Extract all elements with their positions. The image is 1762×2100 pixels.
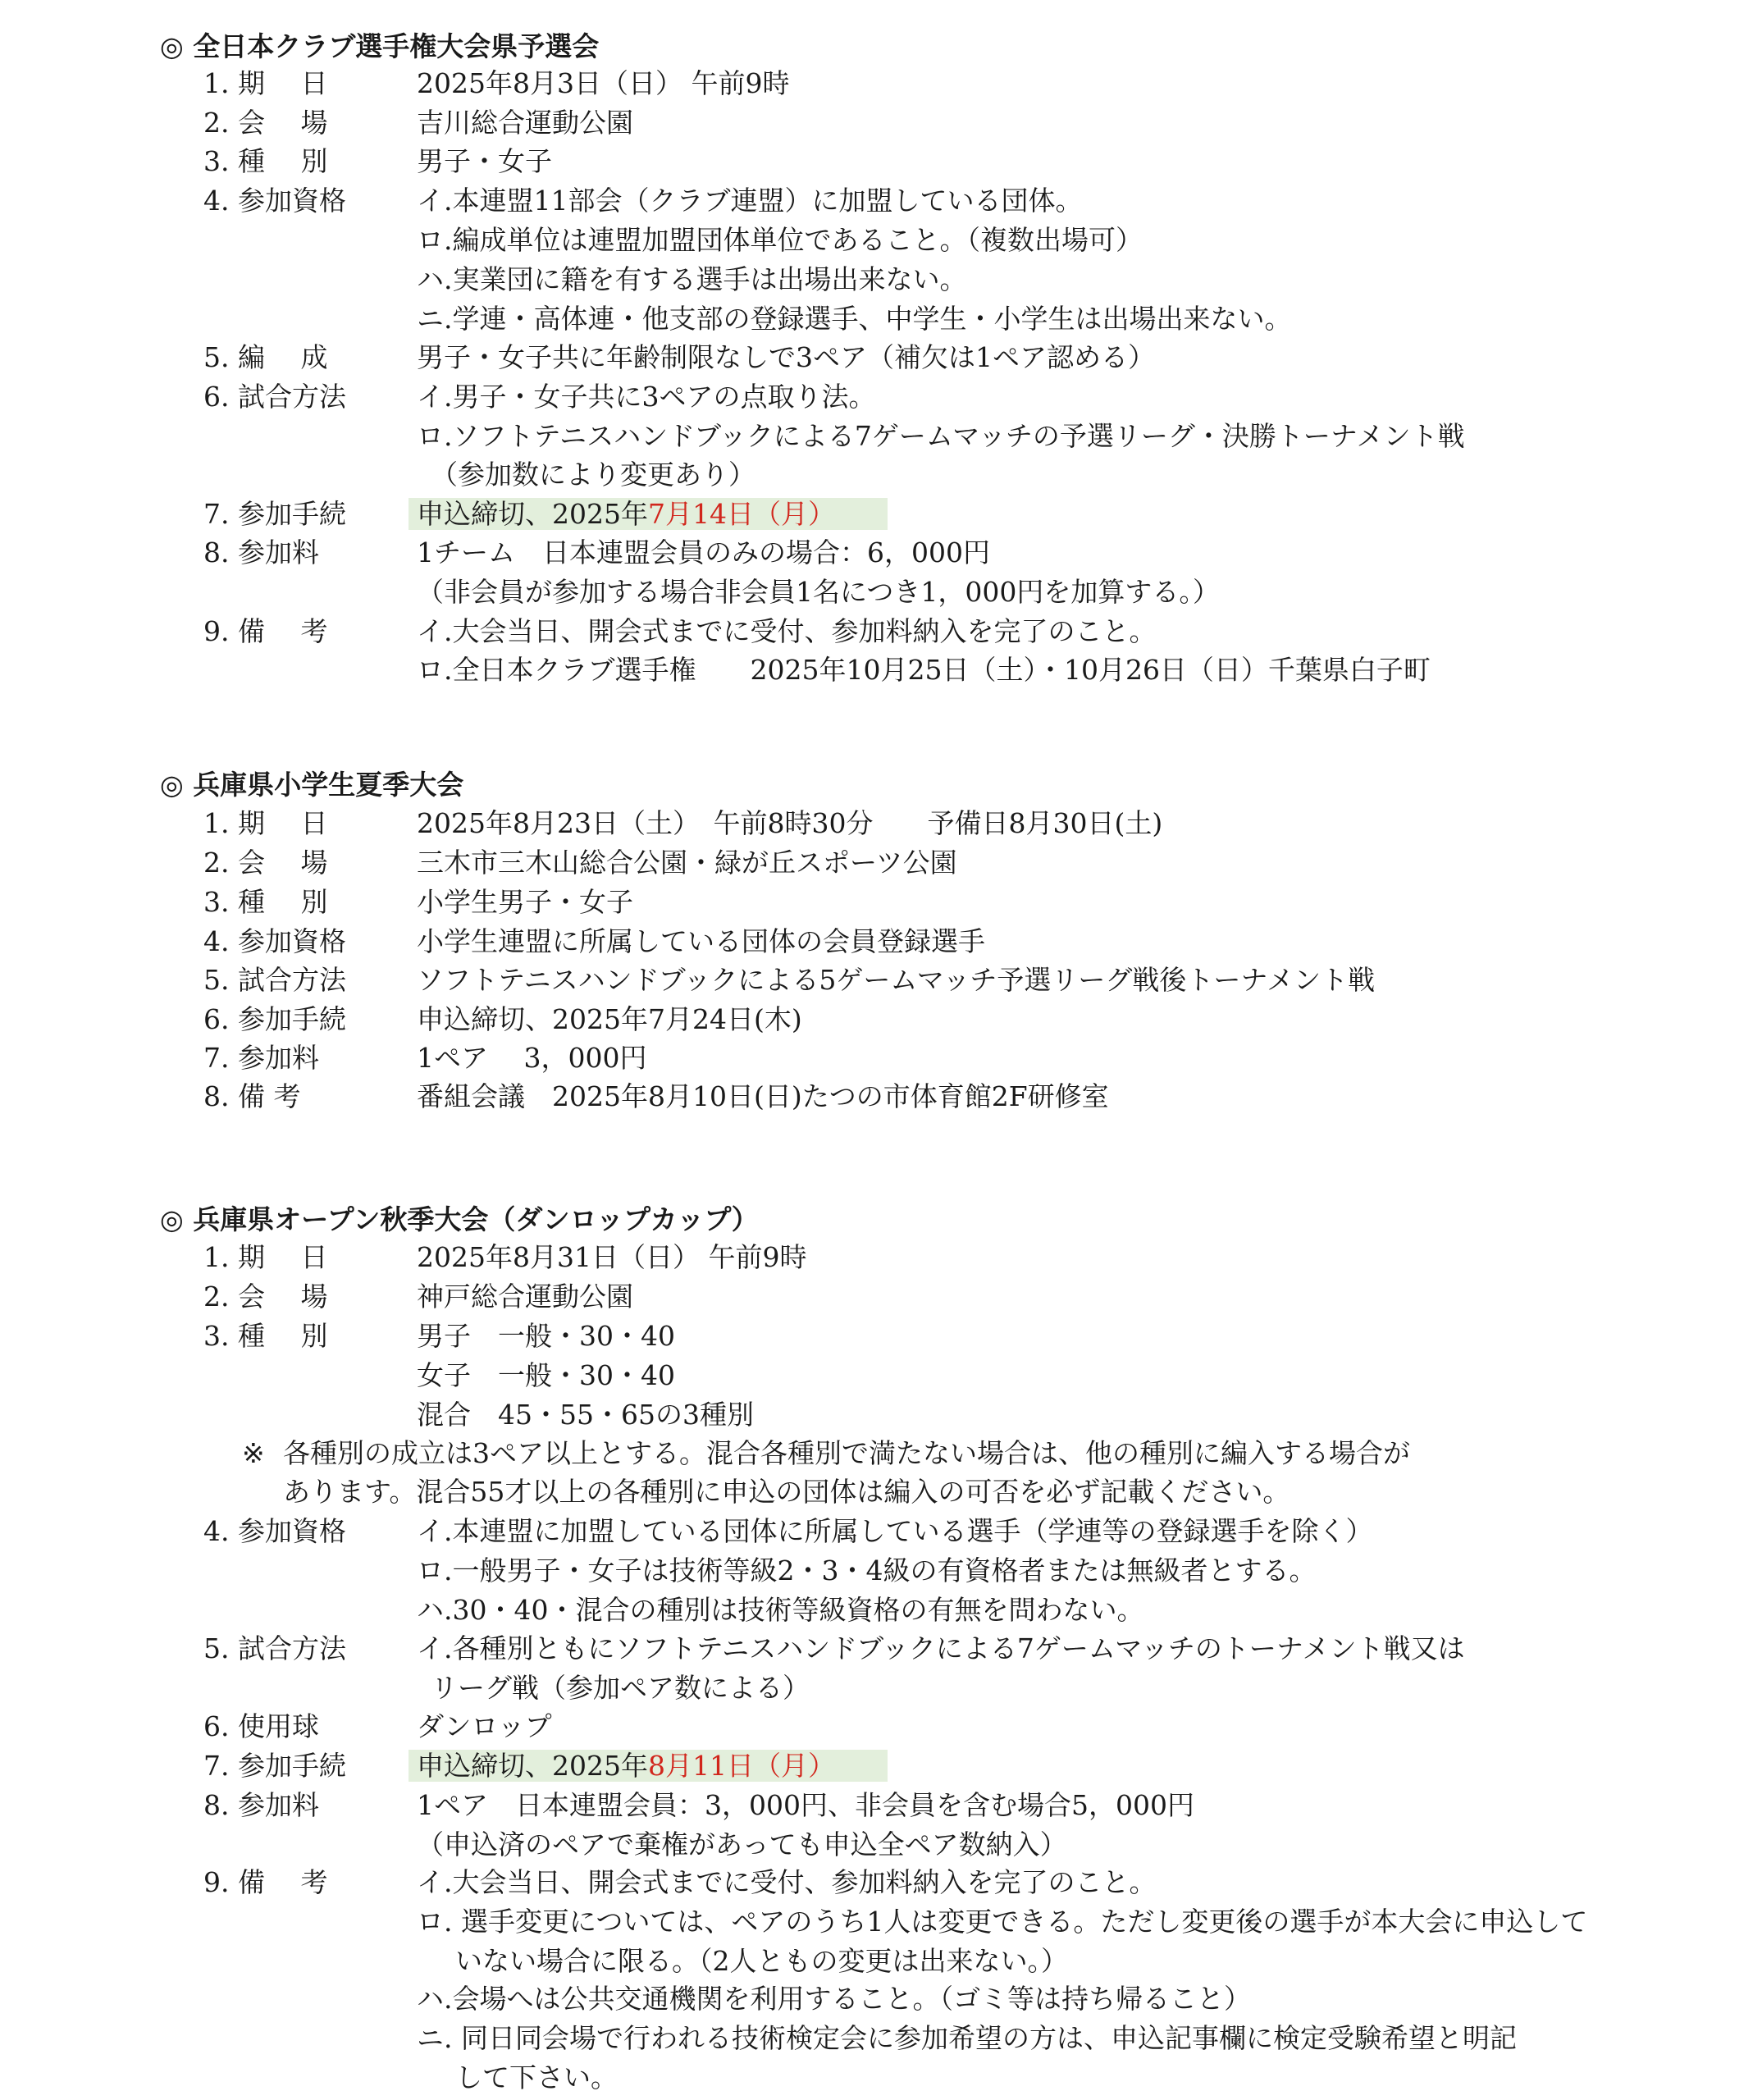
item-value: 神戸総合運動公園 xyxy=(417,1281,633,1312)
item-label: 6. 参加手続 xyxy=(203,1003,346,1035)
item-label: 5. 試合方法 xyxy=(203,1632,346,1664)
deadline-highlight xyxy=(409,498,888,530)
item-value: 女子 一般・30・40 xyxy=(417,1359,675,1391)
item-label: 5. 編 成 xyxy=(203,341,328,373)
section-title: ◎ 兵庫県小学生夏季大会 xyxy=(160,769,464,801)
item-value: イ.本連盟11部会（クラブ連盟）に加盟している団体。 xyxy=(417,185,1083,217)
item-value: （申込済のペアで棄権があっても申込全ペア数納入） xyxy=(417,1828,1067,1860)
item-value: ハ.30・40・混合の種別は技術等級資格の有無を問わない。 xyxy=(417,1594,1144,1626)
item-value: 男子 一般・30・40 xyxy=(417,1320,675,1352)
item-label: 4. 参加資格 xyxy=(203,925,346,957)
deadline-date: 7月14日（月） xyxy=(647,498,835,530)
deadline-line xyxy=(417,1748,888,1784)
section-title: ◎ 兵庫県オープン秋季大会（ダンロップカップ） xyxy=(160,1203,759,1235)
item-value: ロ.全日本クラブ選手権 2025年10月25日（土）・10月26日（日）千葉県白子町 xyxy=(417,654,1431,686)
item-value: あります。混合55才以上の各種別に申込の団体は編入の可否を必ず記載ください。 xyxy=(283,1476,1290,1508)
item-value: ダンロップ xyxy=(417,1710,552,1742)
item-value: 2025年8月3日（日） 午前9時 xyxy=(417,67,790,99)
item-label: 2. 会 場 xyxy=(203,847,328,879)
item-label: 9. 備 考 xyxy=(203,615,328,647)
item-value: ハ.会場へは公共交通機関を利用すること。（ゴミ等は持ち帰ること） xyxy=(417,1983,1251,2015)
item-value: ニ.学連・高体連・他支部の登録選手、中学生・小学生は出場出来ない。 xyxy=(417,303,1292,335)
item-label: 6. 使用球 xyxy=(203,1710,319,1742)
item-value: ロ.一般男子・女子は技術等級2・3・4級の有資格者または無級者とする。 xyxy=(417,1554,1317,1586)
item-value: ハ.実業団に籍を有する選手は出場出来ない。 xyxy=(417,263,967,295)
item-value: 三木市三木山総合公園・緑が丘スポーツ公園 xyxy=(417,847,957,879)
item-label: 7. 参加手続 xyxy=(203,1750,346,1782)
item-value: 2025年8月31日（日） 午前9時 xyxy=(417,1241,807,1273)
item-value: 男子・女子共に年齢制限なしで3ペア（補欠は1ペア認める） xyxy=(417,341,1155,373)
item-value: ソフトテニスハンドブックによる5ゲームマッチ予選リーグ戦後トーナメント戦 xyxy=(417,964,1376,996)
item-label: 8. 参加料 xyxy=(203,1789,319,1821)
item-value: 混合 45・55・65の3種別 xyxy=(417,1399,754,1431)
item-label: 4. 参加資格 xyxy=(203,1515,346,1547)
item-label: 1. 期 日 xyxy=(203,1241,328,1273)
deadline-prefix: 申込締切、2025年 xyxy=(417,498,648,530)
item-value: ニ. 同日同会場で行われる技術検定会に参加希望の方は、申込記事欄に検定受験希望と明記 xyxy=(417,2022,1517,2054)
item-value: 1ペア 3，000円 xyxy=(417,1042,647,1074)
deadline-highlight xyxy=(409,1750,888,1782)
item-label: 9. 備 考 xyxy=(203,1866,328,1898)
item-value: リーグ戦（参加ペア数による） xyxy=(431,1672,810,1704)
item-value: イ.男子・女子共に3ペアの点取り法。 xyxy=(417,381,876,413)
item-value: 申込締切、2025年7月24日(木) xyxy=(417,1003,802,1035)
item-label: 7. 参加料 xyxy=(203,1042,319,1074)
item-value: （非会員が参加する場合非会員1名につき1，000円を加算する。） xyxy=(417,576,1220,608)
item-value: イ.本連盟に加盟している団体に所属している選手（学連等の登録選手を除く） xyxy=(417,1515,1373,1547)
item-value: して下さい。 xyxy=(455,2061,618,2093)
item-value: （参加数により変更あり） xyxy=(431,459,755,491)
item-value: 吉川総合運動公園 xyxy=(417,107,633,139)
item-label: 5. 試合方法 xyxy=(203,964,346,996)
item-label: 2. 会 場 xyxy=(203,107,328,139)
item-label: 1. 期 日 xyxy=(203,67,328,99)
item-value: 1チーム 日本連盟会員のみの場合：6，000円 xyxy=(417,536,990,568)
item-value: ロ.ソフトテニスハンドブックによる7ゲームマッチの予選リーグ・決勝トーナメント戦 xyxy=(417,420,1465,452)
item-label: 6. 試合方法 xyxy=(203,381,346,413)
item-label: ※ xyxy=(242,1437,265,1469)
item-label: 4. 参加資格 xyxy=(203,185,346,217)
item-value: イ.大会当日、開会式までに受付、参加料納入を完了のこと。 xyxy=(417,615,1157,647)
item-value: 番組会議 2025年8月10日(日)たつの市体育館2F研修室 xyxy=(417,1080,1109,1112)
item-label: 3. 種 別 xyxy=(203,145,328,177)
item-value: 小学生男子・女子 xyxy=(417,886,633,918)
deadline-prefix: 申込締切、2025年 xyxy=(417,1750,648,1782)
item-value: いない場合に限る。（2人ともの変更は出来ない。） xyxy=(455,1945,1068,1977)
item-value: 小学生連盟に所属している団体の会員登録選手 xyxy=(417,925,985,957)
item-label: 1. 期 日 xyxy=(203,807,328,839)
deadline-date: 8月11日（月） xyxy=(647,1750,835,1782)
item-value: ロ. 選手変更については、ペアのうち1人は変更できる。ただし変更後の選手が本大会に申込して xyxy=(417,1906,1588,1938)
item-value: 各種別の成立は3ペア以上とする。混合各種別で満たない場合は、他の種別に編入する場合が xyxy=(283,1437,1410,1469)
item-value: イ.各種別ともにソフトテニスハンドブックによる7ゲームマッチのトーナメント戦又は xyxy=(417,1632,1465,1664)
item-value: 1ペア 日本連盟会員：3，000円、非会員を含む場合5，000円 xyxy=(417,1789,1194,1821)
item-label: 3. 種 別 xyxy=(203,1320,328,1352)
item-label: 8. 備 考 xyxy=(203,1080,301,1112)
item-value: 男子・女子 xyxy=(417,145,552,177)
item-label: 7. 参加手続 xyxy=(203,498,346,530)
item-label: 8. 参加料 xyxy=(203,536,319,568)
deadline-line xyxy=(417,496,888,532)
item-value: 2025年8月23日（土） 午前8時30分 予備日8月30日(土) xyxy=(417,807,1163,839)
item-value: ロ.編成単位は連盟加盟団体単位であること。（複数出場可） xyxy=(417,224,1143,256)
item-label: 2. 会 場 xyxy=(203,1281,328,1312)
item-value: イ.大会当日、開会式までに受付、参加料納入を完了のこと。 xyxy=(417,1866,1157,1898)
section-title: ◎ 全日本クラブ選手権大会県予選会 xyxy=(160,30,600,62)
item-label: 3. 種 別 xyxy=(203,886,328,918)
